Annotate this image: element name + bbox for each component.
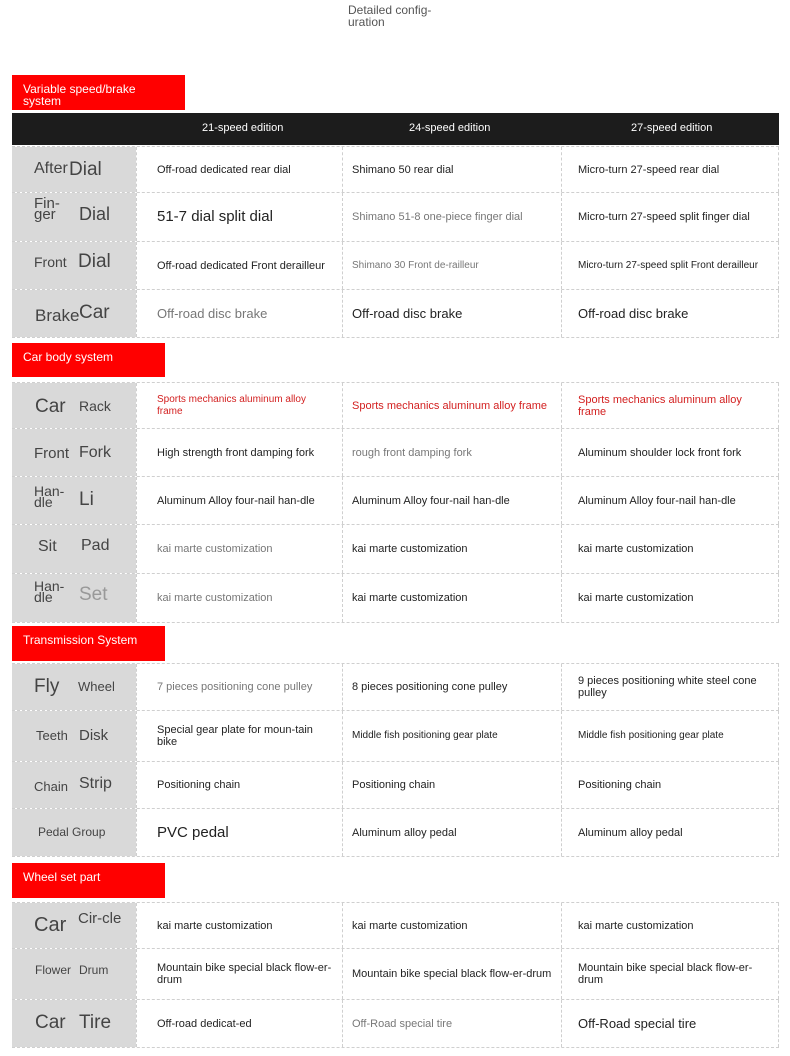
row-label	[12, 193, 136, 241]
row-label	[12, 429, 136, 476]
row-label-word: Chain	[34, 779, 68, 794]
table-cell	[561, 949, 779, 999]
row-label-word: Dial	[78, 251, 111, 272]
row-label	[12, 1000, 136, 1047]
table-cell	[136, 477, 342, 524]
cell-text: kai marte customization	[157, 543, 273, 555]
section-label: Car body system	[12, 343, 165, 377]
row-label-word: Car	[35, 1012, 66, 1033]
row-label-word: Han- dle	[34, 483, 65, 510]
column-header-24: 24-speed edition	[409, 122, 491, 134]
section-label: Transmission System	[12, 626, 165, 661]
row-label	[12, 477, 136, 524]
table-cell	[342, 193, 561, 241]
row-label-word: Fin- ger	[34, 195, 60, 223]
cell-text: 9 pieces positioning white steel cone pulley	[578, 675, 757, 699]
row-label-word: Flower	[35, 963, 72, 977]
table-cell	[561, 574, 779, 622]
table-cell	[136, 903, 342, 948]
cell-text: Off-road dedicated Front derailleur	[157, 259, 325, 272]
cell-text: Special gear plate for moun-tain bike	[157, 724, 313, 748]
table-row	[12, 949, 779, 1000]
row-label	[12, 949, 136, 999]
table-cell	[136, 1000, 342, 1047]
row-label-word: Fork	[79, 444, 111, 461]
table-row	[12, 574, 779, 623]
column-header-27: 27-speed edition	[631, 122, 713, 134]
row-label-word: Teeth	[36, 728, 68, 743]
row-label-word: Pedal Group	[38, 825, 106, 839]
table-row	[12, 663, 779, 711]
row-label-word: Car	[34, 914, 67, 936]
cell-text: Off-road dedicated rear dial	[157, 163, 291, 176]
page-heading: Detailed config- uration	[348, 3, 432, 29]
cell-text: kai marte customization	[157, 592, 273, 604]
row-label	[12, 383, 136, 428]
cell-text: Middle fish positioning gear plate	[352, 730, 498, 741]
table-cell	[342, 903, 561, 948]
table-cell	[342, 147, 561, 192]
table-cell	[136, 193, 342, 241]
table-cell	[561, 242, 779, 289]
row-label	[12, 903, 136, 948]
row-label	[12, 664, 136, 710]
table-cell	[561, 711, 779, 761]
table-cell	[561, 664, 779, 710]
row-label-word: Dial	[69, 159, 102, 180]
table-cell	[561, 290, 779, 337]
table-cell	[136, 290, 342, 337]
table-cell	[136, 147, 342, 192]
row-label-word: Dial	[79, 204, 111, 224]
cell-text: Shimano 51-8 one-piece finger dial	[352, 211, 523, 223]
section-label: Variable speed/brake system	[12, 75, 185, 110]
cell-text: Aluminum alloy pedal	[578, 826, 683, 839]
cell-text: Mountain bike special black flow-er-drum	[157, 962, 332, 986]
row-label-word: Brake	[35, 306, 80, 325]
table-cell	[561, 809, 779, 856]
table-cell	[342, 574, 561, 622]
cell-text: Aluminum Alloy four-nail han-dle	[352, 494, 510, 507]
table-cell	[342, 290, 561, 337]
table-cell	[342, 1000, 561, 1047]
table-row	[12, 902, 779, 949]
table-cell	[342, 809, 561, 856]
row-label-word: Wheel	[78, 679, 115, 694]
cell-text: kai marte customization	[578, 592, 694, 604]
row-label	[12, 762, 136, 808]
cell-text: Aluminum Alloy four-nail han-dle	[578, 494, 736, 507]
table-row	[12, 711, 779, 762]
table-cell	[136, 383, 342, 428]
table-row	[12, 762, 779, 809]
row-label-word: Li	[79, 489, 94, 510]
table-cell	[342, 525, 561, 573]
row-label	[12, 242, 136, 289]
row-label-word: Drum	[79, 963, 109, 977]
table-row	[12, 242, 779, 290]
cell-text: Sports mechanics aluminum alloy frame	[578, 393, 742, 418]
table-cell	[561, 429, 779, 476]
table-cell	[342, 664, 561, 710]
cell-text: Off-Road special tire	[578, 1016, 697, 1031]
row-label-word: Car	[79, 302, 110, 323]
cell-text: rough front damping fork	[352, 446, 472, 459]
table-cell	[136, 242, 342, 289]
table-row	[12, 525, 779, 574]
cell-text: Shimano 30 Front de-railleur	[352, 259, 479, 271]
table-cell	[561, 477, 779, 524]
row-label	[12, 574, 136, 622]
table-cell	[136, 809, 342, 856]
cell-text: kai marte customization	[352, 919, 468, 932]
column-header-bar	[12, 113, 779, 145]
table-row	[12, 477, 779, 525]
row-label-word: After	[34, 160, 68, 177]
row-label	[12, 147, 136, 192]
cell-text: Mountain bike special black flow-er-drum	[352, 968, 552, 980]
table-cell	[342, 711, 561, 761]
cell-text: kai marte customization	[352, 592, 468, 604]
table-cell	[136, 762, 342, 808]
cell-text: Off-Road special tire	[352, 1017, 453, 1030]
cell-text: Aluminum Alloy four-nail han-dle	[157, 494, 315, 507]
cell-text: Positioning chain	[352, 779, 436, 791]
row-label-word: Set	[79, 584, 108, 605]
row-label-word: Sit	[38, 538, 57, 555]
table-cell	[561, 147, 779, 192]
cell-text: Positioning chain	[157, 779, 241, 791]
table-cell	[342, 383, 561, 428]
table-cell	[342, 477, 561, 524]
cell-text: Aluminum alloy pedal	[352, 826, 457, 839]
row-label	[12, 290, 136, 337]
cell-text: Micro-turn 27-speed split finger dial	[578, 211, 750, 223]
cell-text: 51-7 dial split dial	[157, 208, 273, 225]
cell-text: kai marte customization	[578, 919, 694, 932]
cell-text: Mountain bike special black flow-er-drum	[578, 962, 753, 986]
row-label-word: Han- dle	[34, 578, 65, 605]
cell-text: Micro-turn 27-speed split Front derailleur	[578, 259, 759, 271]
cell-text: Sports mechanics aluminum alloy frame	[157, 393, 306, 417]
table-row	[12, 146, 779, 193]
cell-text: 8 pieces positioning cone pulley	[352, 681, 508, 693]
row-label-word: Disk	[79, 727, 109, 744]
table-row	[12, 193, 779, 242]
table-row	[12, 382, 779, 429]
row-label-word: Front	[34, 445, 70, 462]
table-cell	[342, 762, 561, 808]
table-cell	[136, 949, 342, 999]
table-cell	[561, 903, 779, 948]
table-cell	[136, 525, 342, 573]
table-cell	[136, 711, 342, 761]
table-cell	[561, 525, 779, 573]
table-cell	[136, 429, 342, 476]
cell-text: Micro-turn 27-speed rear dial	[578, 163, 720, 176]
cell-text: Off-road disc brake	[352, 306, 463, 321]
cell-text: kai marte customization	[578, 543, 694, 555]
cell-text: Off-road disc brake	[157, 306, 268, 321]
table-cell	[561, 1000, 779, 1047]
table-cell	[561, 383, 779, 428]
table-row	[12, 290, 779, 338]
table-cell	[561, 762, 779, 808]
section-label: Wheel set part	[12, 863, 165, 898]
row-label-word: Rack	[79, 398, 111, 414]
cell-text: kai marte customization	[352, 543, 468, 555]
row-label	[12, 711, 136, 761]
row-label-word: Front	[34, 254, 67, 270]
row-label-word: Tire	[79, 1012, 112, 1033]
row-label-word: Cir-cle	[78, 910, 122, 927]
table-cell	[136, 664, 342, 710]
table-cell	[136, 574, 342, 622]
cell-text: Positioning chain	[578, 779, 662, 791]
cell-text: kai marte customization	[157, 919, 273, 932]
cell-text: Sports mechanics aluminum alloy frame	[352, 399, 548, 412]
cell-text: PVC pedal	[157, 823, 229, 841]
cell-text: High strength front damping fork	[157, 446, 315, 459]
table-row	[12, 809, 779, 857]
cell-text: Off-road disc brake	[578, 306, 689, 321]
row-label-word: Strip	[79, 775, 112, 792]
column-header-21: 21-speed edition	[202, 122, 284, 134]
cell-text: Shimano 50 rear dial	[352, 163, 454, 176]
table-cell	[342, 429, 561, 476]
cell-text: Middle fish positioning gear plate	[578, 730, 724, 741]
table-row	[12, 429, 779, 477]
row-label	[12, 809, 136, 856]
table-cell	[342, 242, 561, 289]
cell-text: 7 pieces positioning cone pulley	[157, 681, 313, 693]
row-label-word: Car	[35, 396, 66, 417]
table-cell	[561, 193, 779, 241]
table-cell	[342, 949, 561, 999]
row-label-word: Fly	[34, 676, 60, 697]
cell-text: Aluminum shoulder lock front fork	[578, 446, 742, 459]
row-label-word: Pad	[81, 537, 110, 554]
table-row	[12, 1000, 779, 1048]
row-label	[12, 525, 136, 573]
cell-text: Off-road dedicat-ed	[157, 1017, 252, 1030]
